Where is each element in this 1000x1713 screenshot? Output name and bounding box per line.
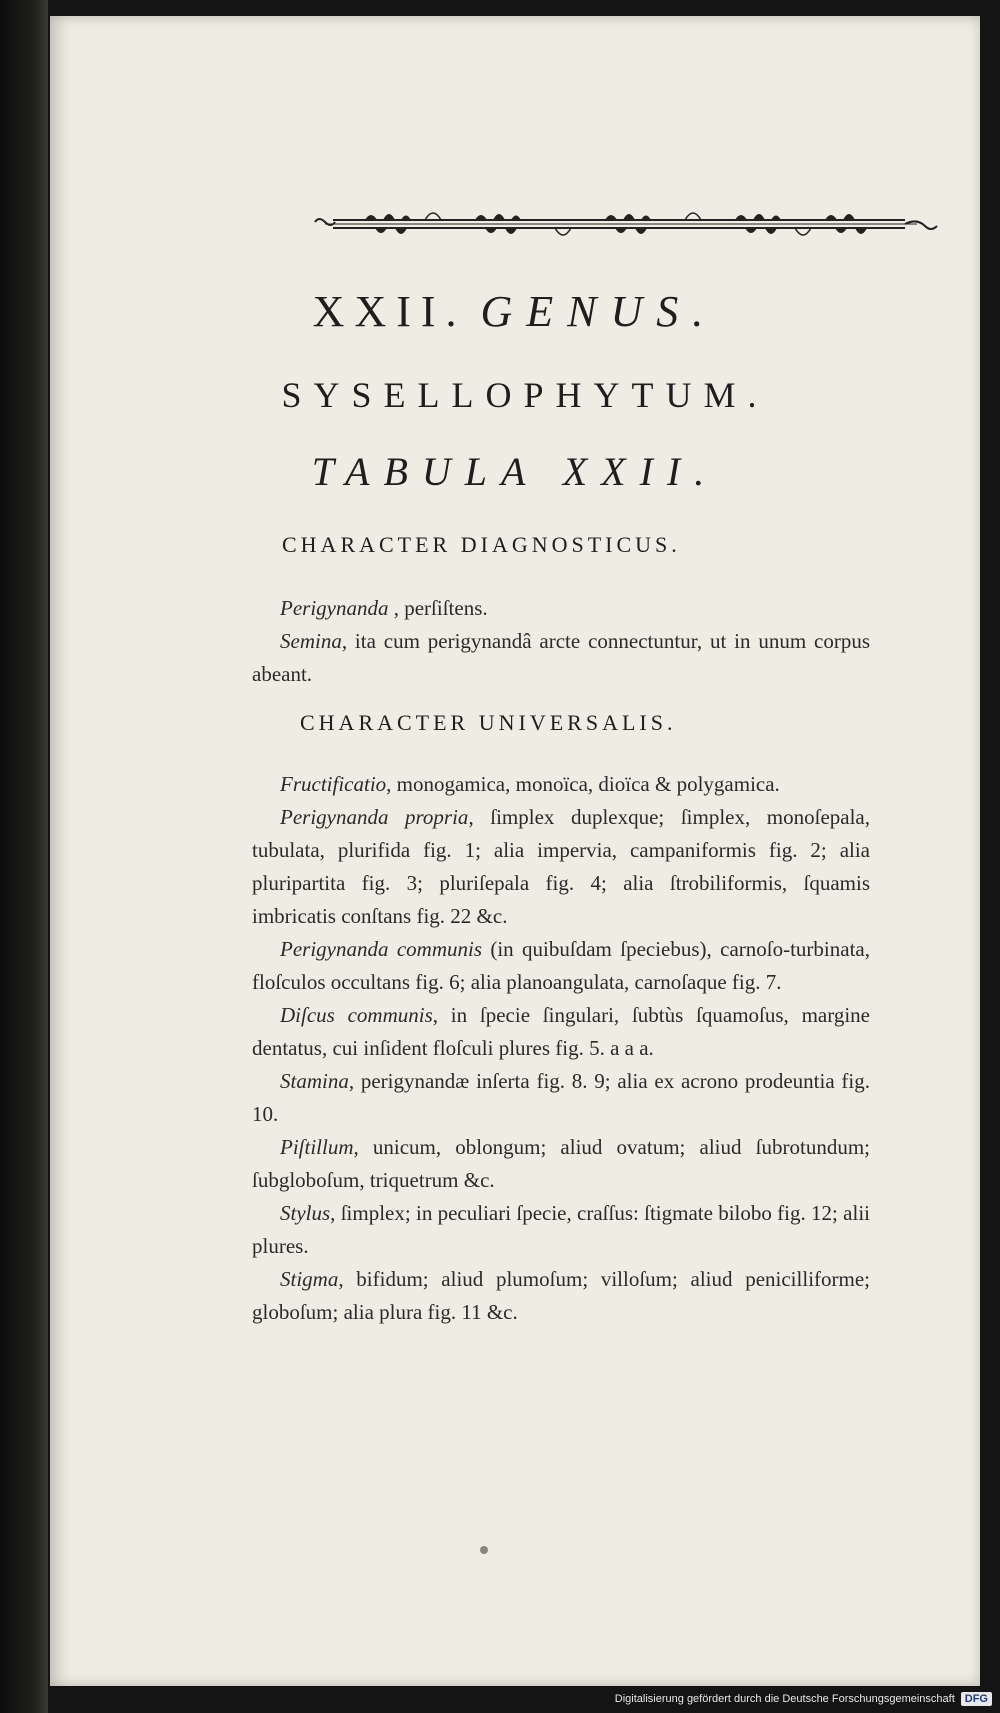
- dfg-logo: DFG: [961, 1692, 992, 1706]
- paragraph: [252, 1197, 870, 1263]
- paragraph-term: Stigma: [280, 1267, 339, 1291]
- paragraph-text: , perigynandæ inſerta fig. 8. 9; alia ex acrono prodeuntia fig. 10.: [252, 1069, 870, 1126]
- paragraph: [252, 625, 870, 691]
- universalis-text: [252, 768, 870, 1329]
- paragraph-text: , unicum, oblongum; aliud ovatum; aliud ſubrotundum; ſubgloboſum, triquetrum &c.: [252, 1135, 870, 1192]
- tabula-heading: TABULA XXII.: [311, 449, 719, 494]
- genus-name: SYSELLOPHYTUM.: [281, 375, 769, 415]
- paragraph: [252, 933, 870, 999]
- paragraph-term: Semina: [280, 629, 342, 653]
- genus-heading: [50, 286, 980, 337]
- paragraph-text: , monogamica, monoïca, dioïca & polygamica.: [386, 772, 780, 796]
- book-edge: [0, 0, 48, 1713]
- section-heading-universalis: CHARACTER UNIVERSALIS.: [300, 710, 677, 735]
- paragraph-term: Perigynanda: [280, 596, 389, 620]
- paragraph: [252, 1131, 870, 1197]
- paragraph: [252, 801, 870, 933]
- digitization-credit: [615, 1688, 992, 1710]
- ink-speck: [480, 1546, 488, 1554]
- paragraph-text: , in ſpecie ſingulari, ſubtùs ſquamoſus, margine dentatus, cui inſident floſculi plures fig. 5. a a a.: [252, 1003, 870, 1060]
- decorative-vine-ornament: [305, 198, 945, 254]
- paragraph: [252, 592, 870, 625]
- paragraph-text: (in quibuſdam ſpeciebus), carnoſo-turbinata, floſculos occultans fig. 6; alia planoangulata, carnoſaque fig. 7.: [252, 937, 870, 994]
- paragraph-term: Fructificatio: [280, 772, 387, 796]
- paragraph: [252, 999, 870, 1065]
- paragraph-text: , perſiſtens.: [388, 596, 488, 620]
- paragraph-term: Stylus: [280, 1201, 331, 1225]
- genus-number: XXII.: [312, 287, 467, 336]
- paragraph: [252, 1263, 870, 1329]
- diagnosticus-text: [252, 592, 870, 691]
- paragraph-term: Piſtillum: [280, 1135, 354, 1159]
- genus-word: GENUS.: [480, 287, 718, 336]
- paragraph-term: Perigynanda communis: [280, 937, 482, 961]
- paragraph: [252, 768, 870, 801]
- paragraph-text: , ita cum perigynandâ arcte connectuntur, ut in unum corpus abeant.: [252, 629, 870, 686]
- paragraph-text: , bifidum; aliud plumoſum; villoſum; aliud penicilliforme; globoſum; alia plura fig. 11 &c.: [252, 1267, 870, 1324]
- paragraph-text: , ſimplex; in peculiari ſpecie, craſſus: ſtigmate bilobo fig. 12; alii plures.: [252, 1201, 870, 1258]
- paragraph-term: Stamina: [280, 1069, 349, 1093]
- paragraph-text: , ſimplex duplexque; ſimplex, monoſepala, tubulata, plurifida fig. 1; alia impervia, campaniformis fig. 2; alia pluripartita fig. 3; pluriſepala fig. 4; alia ſtrobiliformis, ſquamis imbricatis conſtans fig. 22 &c.: [252, 805, 870, 928]
- book-page: [50, 16, 980, 1686]
- paragraph-term: Diſcus communis: [280, 1003, 433, 1027]
- paragraph-term: Perigynanda propria: [280, 805, 469, 829]
- paragraph: [252, 1065, 870, 1131]
- section-heading-diagnosticus: CHARACTER DIAGNOSTICUS.: [282, 532, 681, 557]
- credit-text: Digitalisierung gefördert durch die Deutsche Forschungsgemeinschaft: [614, 1693, 955, 1705]
